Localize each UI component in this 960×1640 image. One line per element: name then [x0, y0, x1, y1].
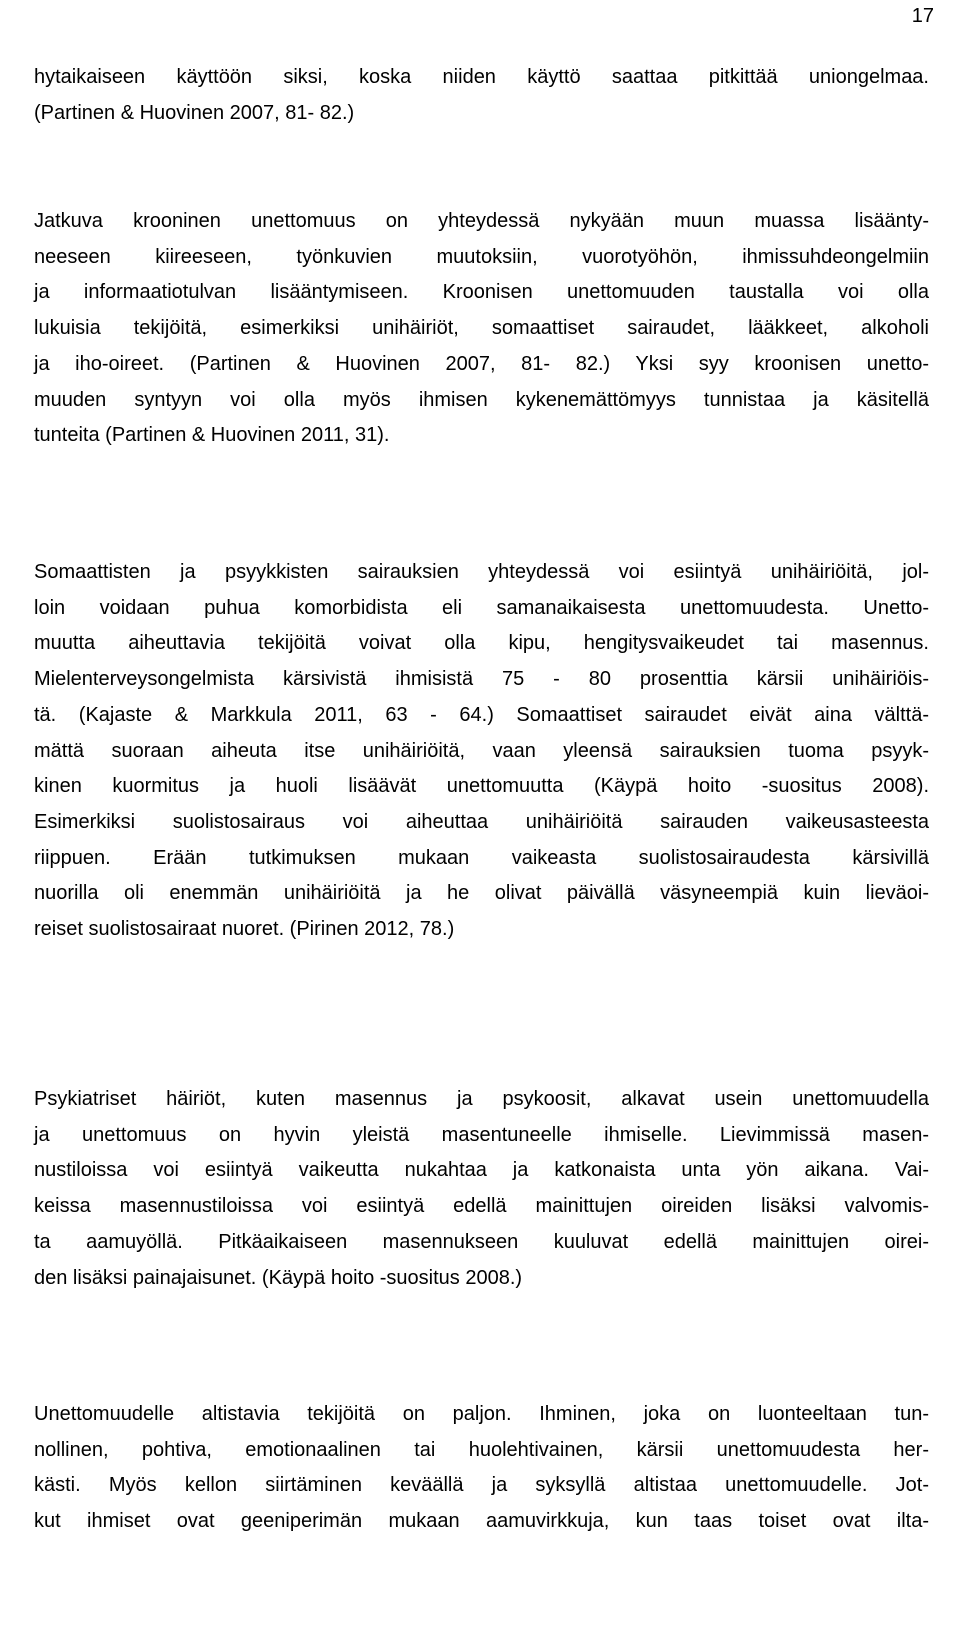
- text-line: kinen kuormitus ja huoli lisäävät unettomuutta (Käypä hoito -suositus 2008).: [34, 775, 929, 798]
- text-line: ta aamuyöllä. Pitkäaikaiseen masennukseen kuuluvat edellä mainittujen oirei-: [34, 1230, 929, 1253]
- text-line: keissa masennustiloissa voi esiintyä edellä mainittujen oireiden lisäksi valvomis-: [34, 1195, 929, 1218]
- text-line: tunteita (Partinen & Huovinen 2011, 31).: [34, 424, 390, 447]
- text-line: hytaikaiseen käyttöön siksi, koska niiden käyttö saattaa pitkittää uniongelmaa.: [34, 66, 929, 88]
- text-line: neeseen kiireeseen, työnkuvien muutoksiin, vuorotyöhön, ihmissuhdeongelmiin: [34, 245, 929, 268]
- text-line: reiset suolistosairaat nuoret. (Pirinen 2012, 78.): [34, 918, 455, 941]
- text-line: muutta aiheuttavia tekijöitä voivat olla kipu, hengitysvaikeudet tai masennus.: [34, 632, 929, 655]
- text-line: nollinen, pohtiva, emotionaalinen tai huolehtivainen, kärsii unettomuudesta her-: [34, 1438, 929, 1461]
- text-line: ja iho-oireet. (Partinen & Huovinen 2007, 81- 82.) Yksi syy kroonisen unetto-: [34, 352, 929, 375]
- text-line: kästi. Myös kellon siirtäminen keväällä ja syksyllä altistaa unettomuudelle. Jot-: [34, 1474, 929, 1497]
- text-line: ja informaatiotulvan lisääntymiseen. Kroonisen unettomuuden taustalla voi olla: [34, 281, 929, 304]
- text-line: nustiloissa voi esiintyä vaikeutta nukahtaa ja katkonaista unta yön aikana. Vai-: [34, 1159, 929, 1182]
- paragraph-4: [34, 1082, 929, 1296]
- text-line: muuden syntyyn voi olla myös ihmisen kykenemättömyys tunnistaa ja käsitellä: [34, 388, 929, 411]
- text-line: Mielenterveysongelmista kärsivistä ihmisistä 75 - 80 prosenttia kärsii unihäiriöis-: [34, 668, 929, 691]
- paragraph-5: [34, 1397, 929, 1540]
- paragraph-2: [34, 204, 929, 454]
- text-line: kut ihmiset ovat geeniperimän mukaan aamuvirkkuja, kun taas toiset ovat ilta-: [34, 1510, 929, 1533]
- text-line: loin voidaan puhua komorbidista eli samanaikaisesta unettomuudesta. Unetto-: [34, 596, 929, 619]
- text-line: Somaattisten ja psyykkisten sairauksien yhteydessä voi esiintyä unihäiriöitä, jol-: [34, 561, 929, 583]
- text-line: Unettomuudelle altistavia tekijöitä on paljon. Ihminen, joka on luonteeltaan tun-: [34, 1403, 929, 1425]
- page-number: 17: [911, 5, 934, 27]
- paragraph-1: [34, 60, 929, 131]
- text-line: lukuisia tekijöitä, esimerkiksi unihäiriöt, somaattiset sairaudet, lääkkeet, alkoholi: [34, 317, 929, 340]
- text-line: nuorilla oli enemmän unihäiriöitä ja he olivat päivällä väsyneempiä kuin lieväoi-: [34, 882, 929, 905]
- text-line: Jatkuva krooninen unettomuus on yhteydessä nykyään muun muassa lisäänty-: [34, 210, 929, 232]
- text-line: Psykiatriset häiriöt, kuten masennus ja psykoosit, alkavat usein unettomuudella: [34, 1088, 929, 1110]
- paragraph-3: [34, 555, 929, 948]
- text-line: (Partinen & Huovinen 2007, 81- 82.): [34, 101, 355, 124]
- text-line: den lisäksi painajaisunet. (Käypä hoito -suositus 2008.): [34, 1266, 523, 1289]
- text-line: riippuen. Erään tutkimuksen mukaan vaikeasta suolistosairaudesta kärsivillä: [34, 846, 929, 869]
- text-line: Esimerkiksi suolistosairaus voi aiheuttaa unihäiriöitä sairauden vaikeusasteesta: [34, 810, 929, 833]
- text-line: tä. (Kajaste & Markkula 2011, 63 - 64.) Somaattiset sairaudet eivät aina välttä-: [34, 703, 929, 726]
- text-line: ja unettomuus on hyvin yleistä masentuneelle ihmiselle. Lievimmissä masen-: [34, 1123, 929, 1146]
- text-line: mättä suoraan aiheuta itse unihäiriöitä, vaan yleensä sairauksien tuoma psyyk-: [34, 739, 929, 762]
